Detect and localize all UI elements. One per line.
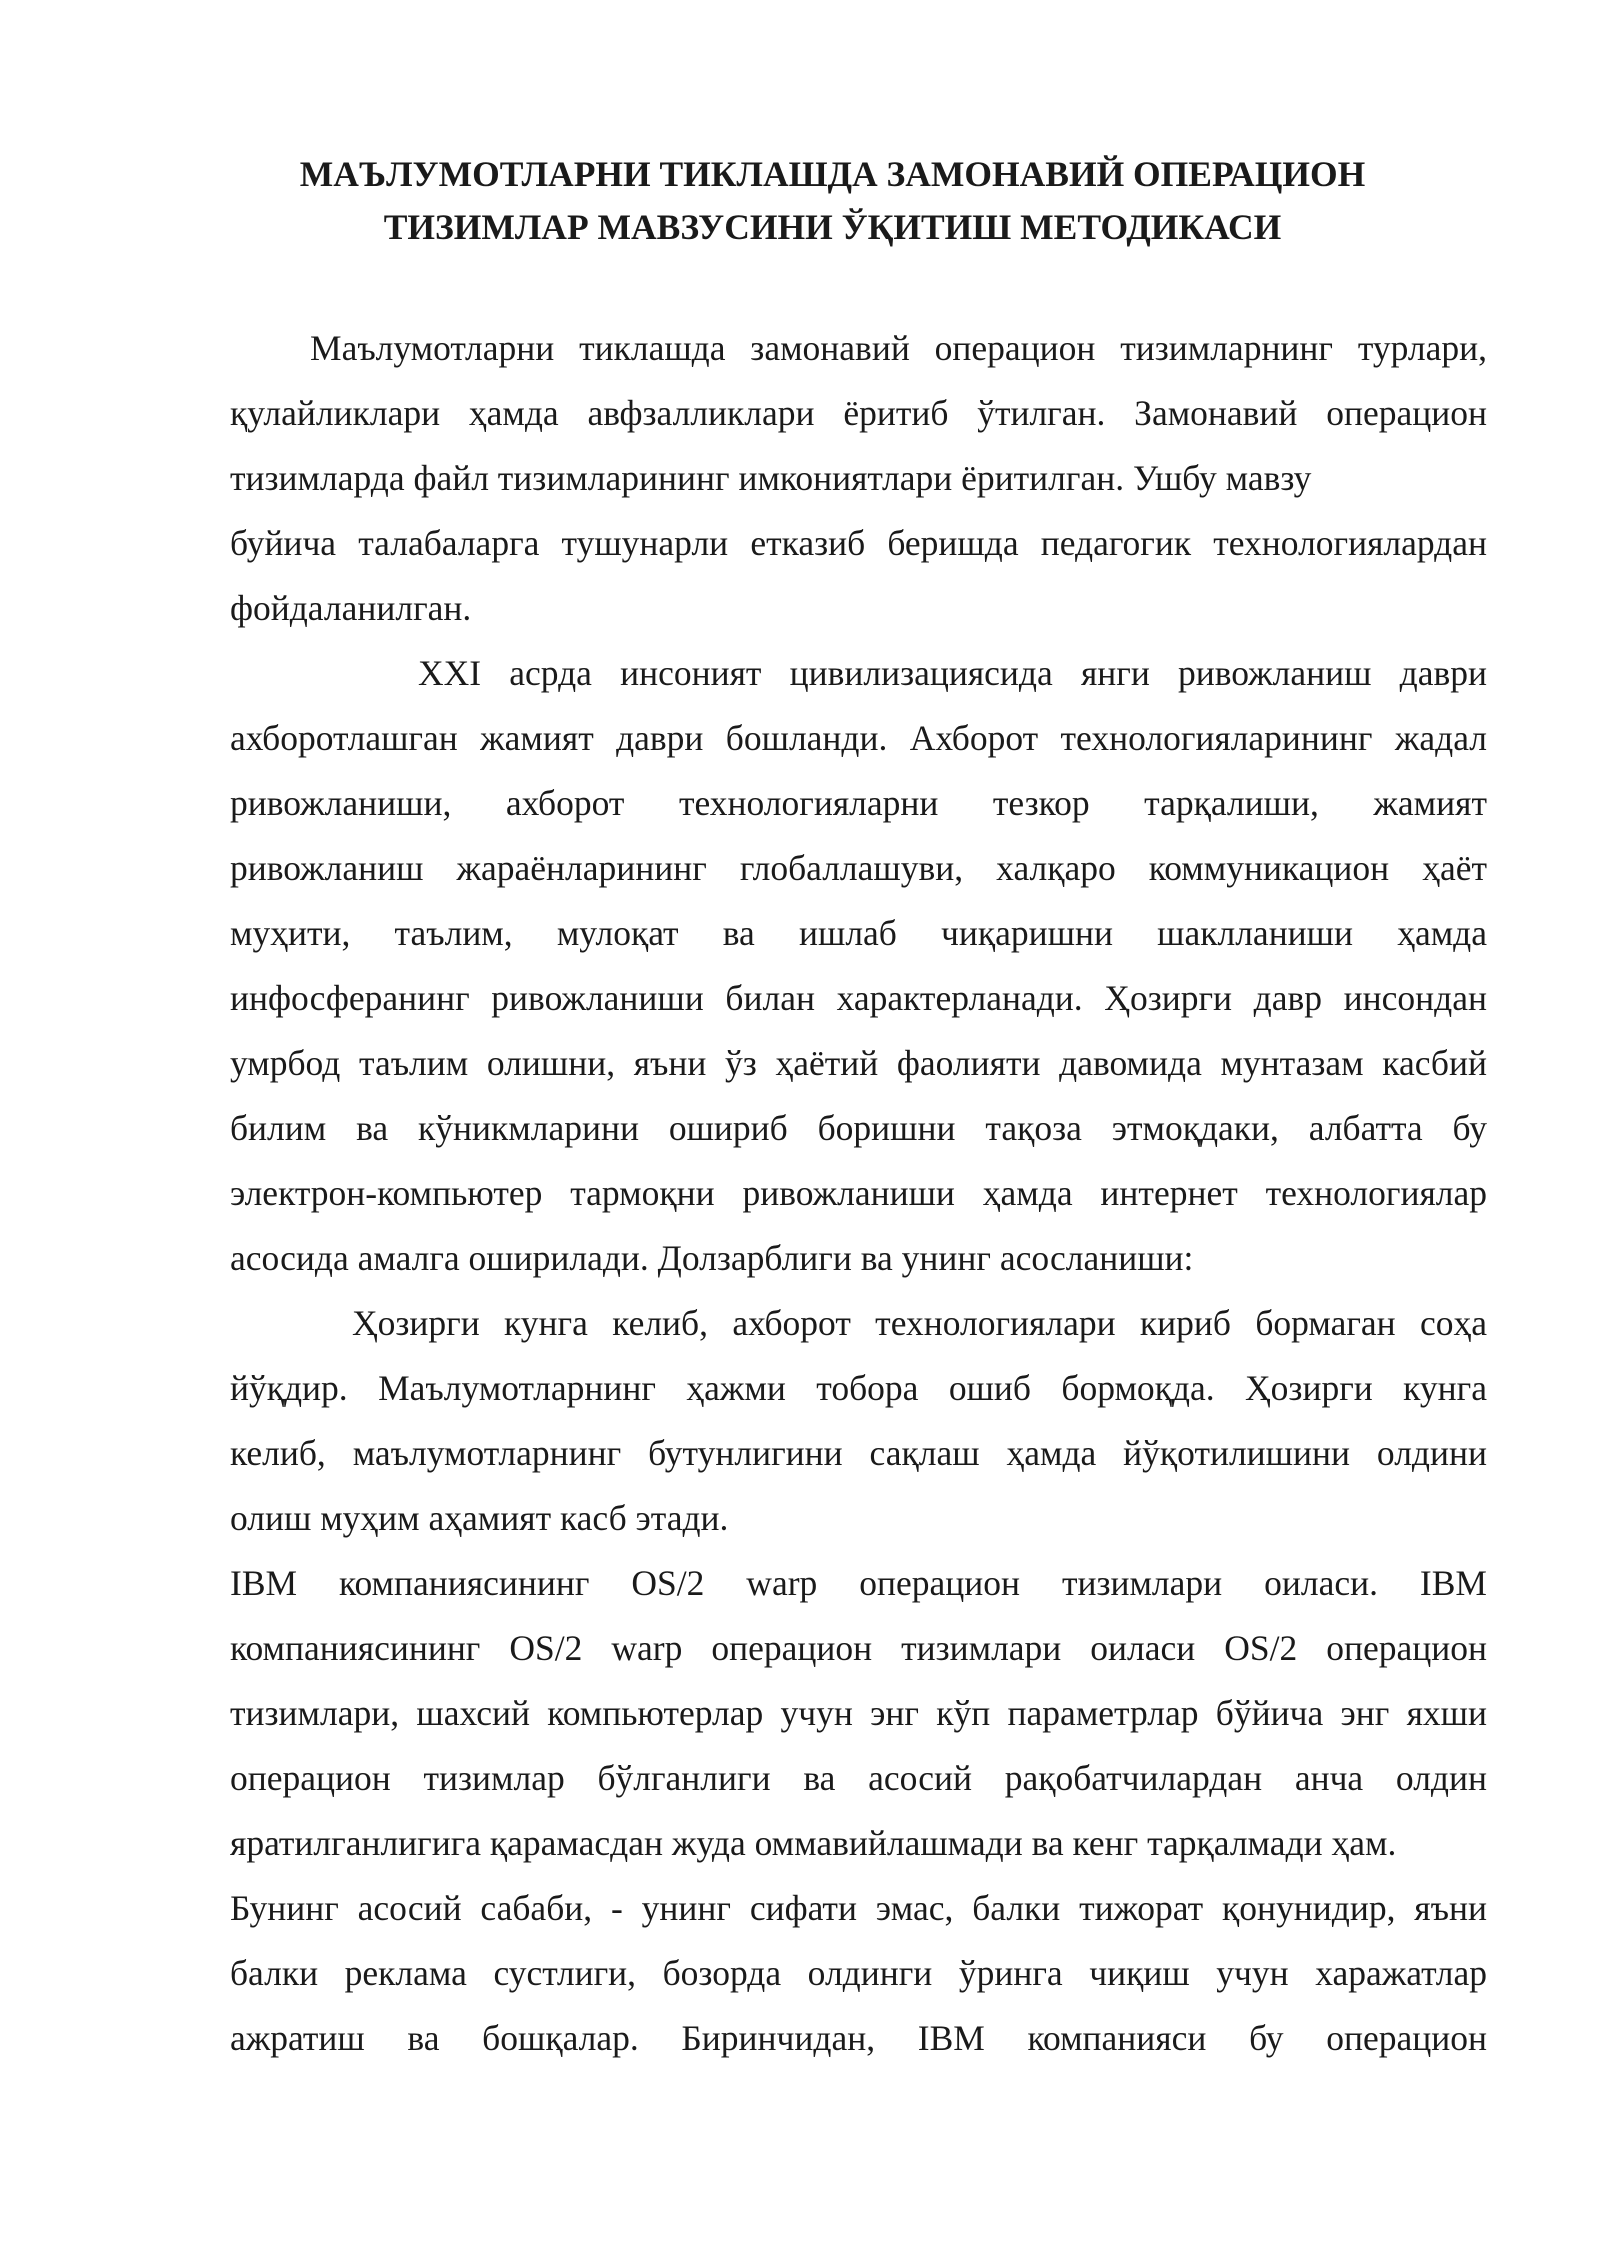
text-line: олиш муҳим аҳамият касб этади.	[230, 1498, 729, 1538]
title-line-2: ТИЗИМЛАР МАВЗУСИНИ ЎҚИТИШ МЕТОДИКАСИ	[383, 207, 1282, 247]
text-line: операцион тизимлар бўлганлиги ва асосий рақобатчилардан анча олдин	[230, 1758, 1487, 1798]
text-line: IBM компаниясининг OS/2 warp операцион тизимлари оиласи. IBM	[230, 1563, 1487, 1603]
text-line: XXI асрда инсоният цивилизациясида янги ривожланиш даври	[418, 653, 1487, 693]
text-line: асосида амалга оширилади. Долзарблиги ва унинг асосланиши:	[230, 1238, 1194, 1278]
document-title	[230, 148, 1435, 254]
text-line: Маълумотларни тиклашда замонавий операцион тизимларнинг турлари,	[310, 328, 1487, 368]
text-line: келиб, маълумотларнинг бутунлигини сақлаш ҳамда йўқотилишини олдини	[230, 1433, 1487, 1473]
text-line: электрон-компьютер тармоқни ривожланиши ҳамда интернет технологиялар	[230, 1173, 1487, 1213]
text-line: яратилганлигига қарамасдан жуда оммавийлашмади ва кенг тарқалмади ҳам.	[230, 1823, 1397, 1863]
text-line: тизимларда файл тизимларининг имкониятлари ёритилган. Ушбу мавзу	[230, 458, 1312, 498]
text-line: буйича талабаларга тушунарли етказиб беришда педагогик технологиялардан	[230, 523, 1487, 563]
text-line: йўқдир. Маълумотларнинг ҳажми тобора ошиб бормоқда. Ҳозирги кунга	[230, 1368, 1487, 1408]
text-line: ривожланиши, ахборот технологияларни тезкор тарқалиши, жамият	[230, 783, 1487, 823]
text-line: тизимлари, шахсий компьютерлар учун энг кўп параметрлар бўйича энг яхши	[230, 1693, 1487, 1733]
text-line: қулайликлари ҳамда авфзалликлари ёритиб ўтилган. Замонавий операцион	[230, 393, 1487, 433]
text-line: балки реклама сустлиги, бозорда олдинги ўринга чиқиш учун харажатлар	[230, 1953, 1487, 1993]
text-line: фойдаланилган.	[230, 588, 472, 628]
text-line: Ҳозирги кунга келиб, ахборот технологиялари кириб бормаган соҳа	[352, 1303, 1487, 1343]
title-line-1: МАЪЛУМОТЛАРНИ ТИКЛАШДА ЗАМОНАВИЙ ОПЕРАЦИОН	[299, 154, 1366, 194]
text-line: умрбод таълим олишни, яъни ўз ҳаётий фаолияти давомида мунтазам касбий	[230, 1043, 1487, 1083]
text-line: Бунинг асосий сабаби, - унинг сифати эмас, балки тижорат қонунидир, яъни	[230, 1888, 1487, 1928]
text-line: муҳити, таълим, мулоқат ва ишлаб чиқаришни шаклланиши ҳамда	[230, 913, 1487, 953]
text-line: компаниясининг OS/2 warp операцион тизимлари оиласи OS/2 операцион	[230, 1628, 1487, 1668]
text-line: билим ва кўникмларини ошириб боришни тақоза этмоқдаки, албатта бу	[230, 1108, 1487, 1148]
text-line: ахборотлашган жамият даври бошланди. Ахборот технологияларининг жадал	[230, 718, 1487, 758]
text-line: инфосфеpaнинг ривожланиши билан характерланади. Ҳозирги давр инсондан	[230, 978, 1487, 1018]
text-line: ажратиш ва бошқалар. Биринчидан, IBM компанияси бу операцион	[230, 2018, 1487, 2058]
text-line: ривожланиш жараёнларининг глобаллашуви, халқаро коммуникацион ҳаёт	[230, 848, 1487, 888]
